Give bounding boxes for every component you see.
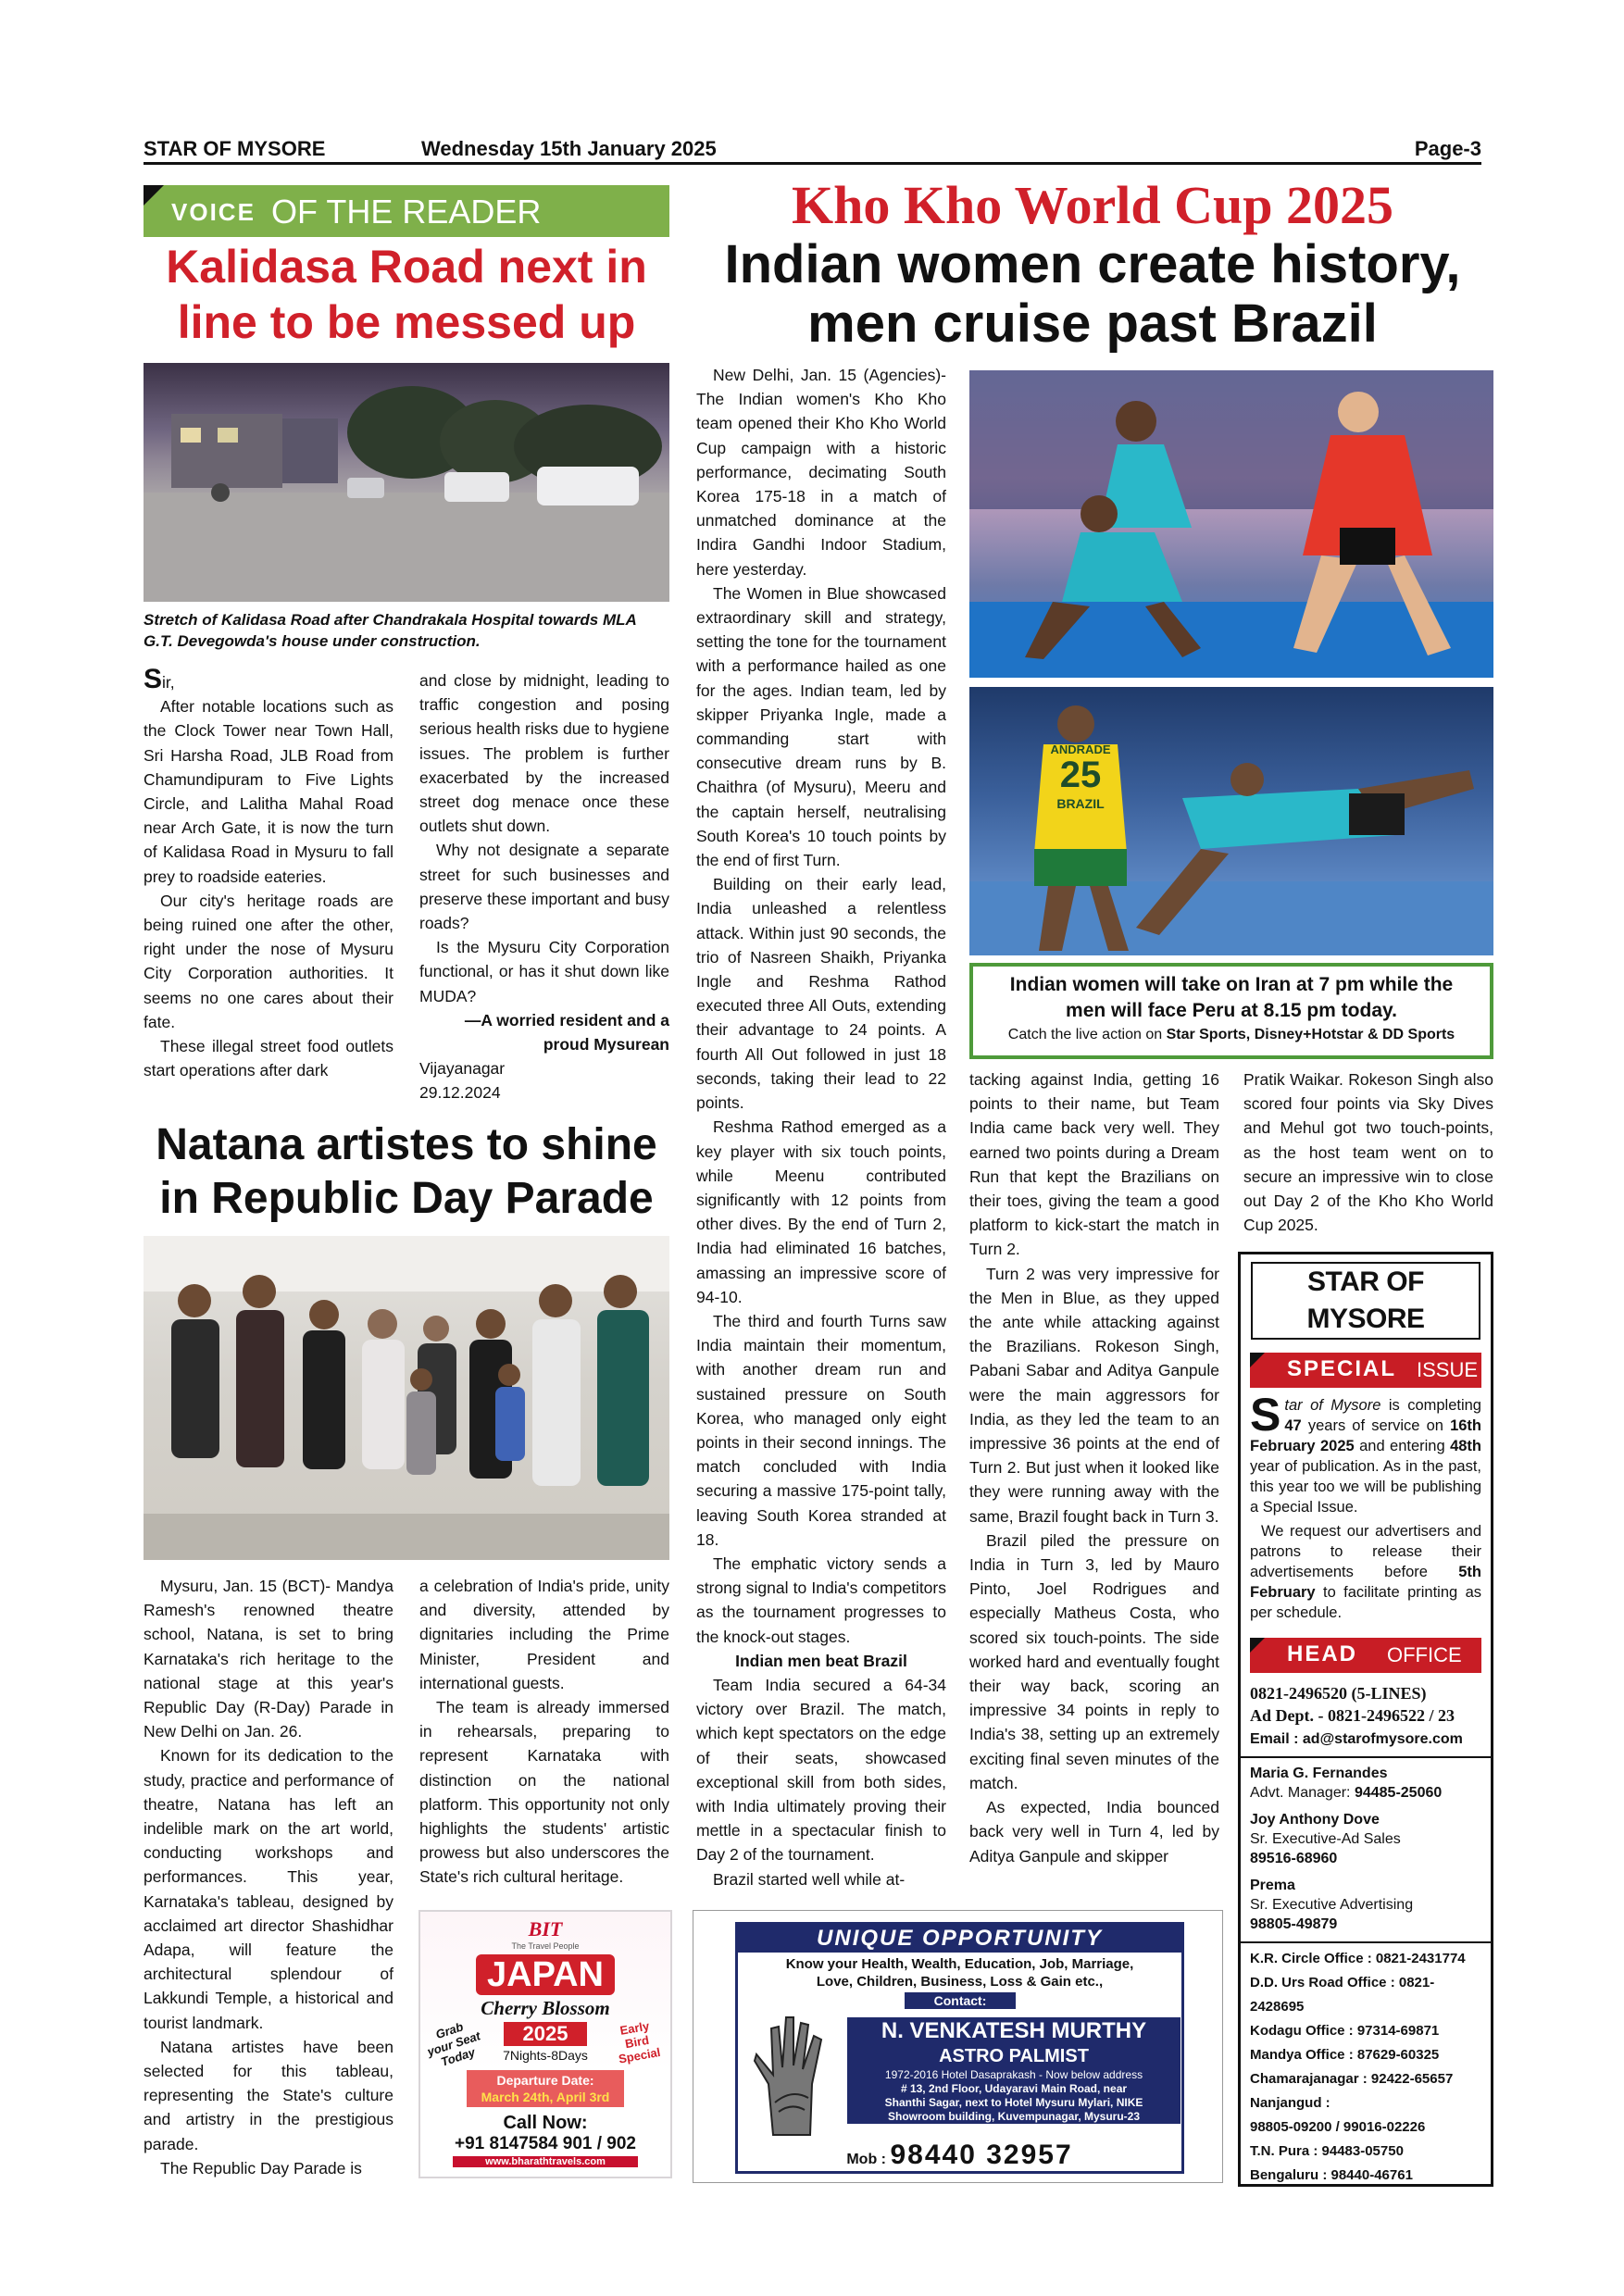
astro-mobile-number[interactable]: 98440 32957 bbox=[890, 2140, 1073, 2170]
kho-kho-paragraph: The emphatic victory sends a strong signal to India's competitors as the tournament progresses to the knock-out stages. bbox=[696, 1554, 946, 1646]
letter-signature-line2: proud Mysurean bbox=[543, 1035, 669, 1054]
som-p1a: tar of Mysore bbox=[1284, 1397, 1381, 1414]
natana-column-1 bbox=[144, 1574, 394, 2180]
men-kho-kho-photo bbox=[969, 687, 1493, 955]
office-item: 98805-09200 / 99016-02226 bbox=[1250, 2119, 1426, 2135]
astro-since: 1972-2016 Hotel Dasaprakash - Now below address bbox=[847, 2067, 1181, 2082]
contact-name: Maria G. Fernandes bbox=[1250, 1766, 1388, 1781]
kho-kho-paragraph: Pratik Waikar. Rokeson Singh also scored four points via Sky Dives and Mehul got two touch-points, as the host team went on to secure an impressive win to close out Day 2 of the Kho Kho World Cup 2025. bbox=[1243, 1070, 1493, 1235]
office-item: Mandya Office : 87629-60325 bbox=[1250, 2047, 1440, 2063]
grab-seat-text: Grab your Seat Today bbox=[425, 2019, 482, 2069]
office-item: Bengaluru : 98440-46761 bbox=[1250, 2167, 1413, 2183]
letter-paragraph: After notable locations such as the Clock Tower near Town Hall, Sri Harsha Road, JLB Road from Chamundipuram to Five Lights Circle, and Lalitha Mahal Road near Arch Gate, it is now the turn of Kalidasa Road in Mysuru to fall prey to roadside eateries. bbox=[144, 697, 394, 886]
letter-paragraph: and close by midnight, leading to traffic congestion and posing serious health risks due to hygiene issues. The problem is further exacerbated by the increased street dog menace once these outlets shut down. bbox=[419, 671, 669, 836]
letter-dropcap: S bbox=[144, 664, 163, 694]
bit-tagline: The Travel People bbox=[511, 1941, 580, 1951]
astro-palmist-ad bbox=[735, 1922, 1184, 2174]
contact-name: Prema bbox=[1250, 1878, 1295, 1893]
som-p2b: 5th February bbox=[1250, 1564, 1481, 1601]
contact-role: Sr. Executive-Ad Sales bbox=[1250, 1831, 1401, 1847]
paper-name: STAR OF MYSORE bbox=[144, 137, 326, 160]
schedule-line-2: men will face Peru at 8.15 pm today. bbox=[1066, 1000, 1397, 1021]
voice-tag-bold: VOICE bbox=[171, 198, 256, 226]
departure-box bbox=[467, 2070, 624, 2107]
astrologer-name: N. VENKATESH MURTHY bbox=[847, 2017, 1181, 2045]
contact-role: Sr. Executive Advertising bbox=[1250, 1897, 1414, 1913]
letter-signature-line1: —A worried resident and a bbox=[464, 1010, 669, 1029]
som-p1e: 16th February 2025 bbox=[1250, 1417, 1481, 1454]
kho-kho-kicker: Kho Kho World Cup 2025 bbox=[791, 175, 1393, 235]
road-scene-illustration bbox=[144, 363, 669, 602]
kho-kho-paragraph: Building on their early lead, India unleashed a relentless attack. Within just 90 seconds, the trio of Nasreen Shaikh, Priyanka Ingle and Reshma Rathod executed three All Outs, extending their advantage to 24 points. A fourth All Out followed in just 18 seconds, taking their lead to 22 points. bbox=[696, 875, 946, 1113]
kho-kho-column-3 bbox=[1243, 1067, 1493, 1237]
contact-phone[interactable]: 94485-25060 bbox=[1354, 1785, 1443, 1801]
letter-paragraph: Why not designate a separate street for such businesses and preserve these important and busy roads? bbox=[419, 841, 669, 933]
som-p2a: We request our advertisers and patrons to release their advertisements before bbox=[1250, 1523, 1481, 1580]
japan-ad-url[interactable]: www.bharathtravels.com bbox=[453, 2156, 638, 2167]
japan-year: 2025 bbox=[504, 2022, 587, 2046]
contact-phone[interactable]: 89516-68960 bbox=[1250, 1851, 1338, 1866]
office-item: Nanjangud : bbox=[1250, 2095, 1330, 2111]
japan-travel-ad[interactable] bbox=[418, 1910, 672, 2178]
women-players-illustration bbox=[969, 370, 1493, 678]
broadcast-prefix: Catch the live action on bbox=[1007, 1027, 1167, 1042]
contact-item bbox=[1250, 1764, 1481, 1803]
jersey-number: 25 bbox=[1059, 755, 1102, 795]
banner-corner bbox=[1250, 1638, 1265, 1653]
astro-mobile-line bbox=[738, 2140, 1181, 2171]
contact-list bbox=[1250, 1764, 1481, 1934]
office-item: D.D. Urs Road Office : 0821-2428695 bbox=[1250, 1975, 1435, 2015]
tag-corner bbox=[144, 185, 164, 206]
office-item: Chamarajanagar : 92422-65657 bbox=[1250, 2071, 1454, 2087]
voice-of-reader-tag bbox=[144, 185, 669, 237]
contact-name: Joy Anthony Dove bbox=[1250, 1812, 1380, 1828]
astrologer-title: ASTRO PALMIST bbox=[847, 2045, 1181, 2067]
box-divider bbox=[1241, 1756, 1491, 1758]
som-logo: STAR OF MYSORE bbox=[1251, 1262, 1480, 1340]
letter-place: Vijayanagar bbox=[419, 1059, 506, 1079]
som-p1g: 48th bbox=[1450, 1438, 1481, 1454]
kho-kho-paragraph: tacking against India, getting 16 points to their name, but Team India came back very well. They earned two points during a Dream Run that kept the Brazilians on their toes, giving the team a good platform to kick-start the match in Turn 2. bbox=[969, 1070, 1219, 1259]
ad-email[interactable]: Email : ad@starofmysore.com bbox=[1250, 1731, 1463, 1747]
natana-paragraph: Known for its dedication to the study, practice and performance of theatre, Natana has left an indelible mark on the art world, conducting workshops and performances. This year, Karnataka's tableau, designed by acclaimed art director Shashidhar Adapa, will feature the architectural splendour of Lakkundi Temple, a historical and tourist landmark. bbox=[144, 1746, 394, 2032]
schedule-line-1: Indian women will take on Iran at 7 pm while the bbox=[1009, 974, 1454, 995]
special-issue-banner bbox=[1250, 1353, 1481, 1388]
natana-column-2 bbox=[419, 1574, 669, 1890]
page-number: Page-3 bbox=[1414, 137, 1481, 160]
letter-salutation-text: ir, bbox=[162, 673, 175, 692]
call-now-label: Call Now: bbox=[503, 2113, 588, 2133]
natana-paragraph: Mysuru, Jan. 15 (BCT)- Mandya Ramesh's renowned theatre school, Natana, is set to bring Karnataka's rich heritage to the national stage at this year's Republic Day (R-Day) Parade in New Delhi on Jan. 26. bbox=[144, 1577, 394, 1741]
contact-role-line bbox=[1250, 1783, 1481, 1803]
issue-date: Wednesday 15th January 2025 bbox=[421, 137, 717, 160]
bit-logo: BIT bbox=[528, 1917, 563, 1940]
letter-paragraph: Our city's heritage roads are being ruined one after the other, right under the nose of Mysuru City Corporation authorities. It seems no one cares about their fate. bbox=[144, 891, 394, 1031]
contact-item bbox=[1250, 1810, 1481, 1868]
masthead-rule bbox=[144, 162, 1481, 165]
branch-office-list bbox=[1250, 1947, 1481, 2188]
cherry-blossom-subtitle: Cherry Blossom bbox=[481, 1997, 610, 2019]
som-p1h: year of publication. As in the past, this year too we will be publishing a Special Issue. bbox=[1250, 1458, 1481, 1516]
natana-headline-line1: Natana artistes to shine bbox=[156, 1120, 657, 1169]
voice-tag-rest: OF THE READER bbox=[271, 193, 542, 231]
special-issue-paragraph-2 bbox=[1250, 1521, 1481, 1623]
kho-kho-column-1 bbox=[696, 363, 946, 1891]
astro-address-1: # 13, 2nd Floor, Udayaravi Main Road, near bbox=[847, 2082, 1181, 2096]
trip-duration: 7Nights-8Days bbox=[503, 2048, 588, 2063]
som-p1d: years of service on bbox=[1301, 1417, 1451, 1434]
kalidasa-headline bbox=[139, 239, 674, 350]
head-office-phone[interactable]: 0821-2496520 (5-LINES) bbox=[1250, 1684, 1427, 1703]
natana-paragraph: Natana artistes have been selected for this tableau, representing the State's culture and artistry in the prestigious parade. bbox=[144, 2037, 394, 2153]
letter-date: 29.12.2024 bbox=[419, 1083, 501, 1103]
letter-column-2 bbox=[419, 668, 669, 1105]
kho-kho-column-2 bbox=[969, 1067, 1219, 1868]
natana-paragraph: a celebration of India's pride, unity and diversity, attended by dignitaries including the Prime Minister, President and international guests. bbox=[419, 1577, 669, 1692]
unique-opportunity-banner: UNIQUE OPPORTUNITY bbox=[738, 1925, 1181, 1953]
box-divider bbox=[1241, 1941, 1491, 1943]
office-item: T.N. Pura : 94483-05750 bbox=[1250, 2143, 1404, 2159]
jersey-country: BRAZIL bbox=[1056, 796, 1105, 811]
astro-palmist-ad-frame[interactable] bbox=[693, 1910, 1223, 2183]
natana-paragraph: The team is already immersed in rehearsals, preparing to represent Karnataka with distinction on the national platform. This opportunity not only highlights the students' artistic prowess but also underscores the State's rich cultural heritage. bbox=[419, 1698, 669, 1887]
som-p2c: to facilitate printing as per schedule. bbox=[1250, 1584, 1481, 1621]
mob-label: Mob : bbox=[846, 2152, 886, 2167]
special-issue-text bbox=[1250, 1389, 1481, 1623]
office-item: Kodagu Office : 97314-69871 bbox=[1250, 2023, 1440, 2039]
contact-item bbox=[1250, 1876, 1481, 1934]
letter-salutation bbox=[144, 664, 394, 694]
banner-corner bbox=[1250, 1353, 1265, 1367]
departure-label: Departure Date: bbox=[496, 2073, 594, 2088]
astro-contact-label: Contact: bbox=[905, 1992, 1016, 2009]
som-p1c: 47 bbox=[1284, 1417, 1302, 1434]
special-bold: SPECIAL bbox=[1287, 1356, 1397, 1381]
kho-kho-headline-line2: men cruise past Brazil bbox=[807, 293, 1378, 354]
japan-ad-phone[interactable]: +91 8147584 901 / 902 bbox=[455, 2134, 636, 2153]
kho-kho-paragraph: New Delhi, Jan. 15 (Agencies)- The Indian women's Kho Kho team opened their Kho Kho World Cup campaign with a historic performance, decimating South Korea 175-18 in a match of unmatched dominance at the Indira Gandhi Indoor Stadium, here yesterday. bbox=[696, 366, 946, 579]
astro-address-3: Showroom building, Kuvempunagar, Mysuru-23 bbox=[847, 2110, 1181, 2124]
letter-paragraph: Is the Mysuru City Corporation functional, or has it shut down like MUDA? bbox=[419, 938, 669, 1005]
kalidasa-road-photo bbox=[144, 363, 669, 602]
group-people-illustration bbox=[144, 1236, 669, 1560]
astro-know-line1: Know your Health, Wealth, Education, Job, Marriage, bbox=[785, 1956, 1134, 1972]
astro-know-line2: Love, Children, Business, Loss & Gain etc., bbox=[816, 1974, 1104, 1990]
special-issue-paragraph-1 bbox=[1250, 1389, 1481, 1517]
kalidasa-headline-line1: Kalidasa Road next in bbox=[166, 241, 647, 293]
kho-kho-paragraph: The third and fourth Turns saw India maintain their momentum, with another dream run and sustained pressure on South Korea, who managed only eight points in their second innings. The match concluded with India securing a massive 175-point tally, leaving South Korea stranded at 18. bbox=[696, 1311, 946, 1549]
natana-group-photo bbox=[144, 1236, 669, 1560]
astro-details bbox=[847, 2017, 1181, 2124]
early-bird-badge: Early Bird Special bbox=[617, 2018, 662, 2066]
contact-role: Advt. Manager: bbox=[1250, 1785, 1355, 1801]
head-rest: OFFICE bbox=[1387, 1643, 1462, 1666]
head-office-banner bbox=[1250, 1638, 1481, 1673]
office-item: K.R. Circle Office : 0821-2431774 bbox=[1250, 1951, 1466, 1966]
kalidasa-headline-line2: line to be messed up bbox=[177, 296, 636, 348]
som-p1b: is completing bbox=[1380, 1397, 1481, 1414]
broadcast-channels: Star Sports, Disney+Hotstar & DD Sports bbox=[1166, 1027, 1455, 1042]
japan-title: JAPAN bbox=[476, 1954, 615, 1995]
kho-kho-paragraph: Brazil piled the pressure on India in Turn 3, led by Mauro Pinto, Joel Rodrigues and especially Matheus Costa, who scored six touch-points. The side worked hard and eventually fought their way back, scoring an impressive 34 points in reply to India's 38, setting up an extremely exciting final seven minutes of the match. bbox=[969, 1530, 1219, 1792]
star-of-mysore-box bbox=[1238, 1252, 1493, 2187]
special-rest: ISSUE bbox=[1417, 1358, 1479, 1381]
kho-kho-paragraph: Reshma Rathod emerged as a key player with six touch points, while Meenu contributed significantly with 12 points from other dives. By the end of Turn 2, India had eliminated 16 batches, amassing an impressive score of 94-10. bbox=[696, 1117, 946, 1306]
natana-paragraph: The Republic Day Parade is bbox=[160, 2158, 362, 2177]
letter-column-1 bbox=[144, 664, 394, 1082]
kho-kho-paragraph: As expected, India bounced back very well in Turn 4, led by Aditya Ganpule and skipper bbox=[969, 1798, 1219, 1866]
kho-kho-paragraph: The Women in Blue showcased extraordinary skill and strategy, setting the tone for the tournament with a performance hailed as one for the ages. Indian team, led by skipper Priyanka Ingle, made a commanding start with consecutive dream runs by B. Chaithra (of Mysuru), Meeru and the captain herself, neutralising South Korea's 10 touch points by the end of first Turn. bbox=[696, 583, 946, 870]
kalidasa-photo-caption: Stretch of Kalidasa Road after Chandrakala Hospital towards MLA G.T. Devegowda's house under construction. bbox=[144, 611, 637, 650]
schedule-info-box bbox=[969, 963, 1493, 1059]
men-beat-brazil-subhead: Indian men beat Brazil bbox=[735, 1651, 907, 1670]
head-bold: HEAD bbox=[1287, 1641, 1358, 1666]
som-dropcap: S bbox=[1250, 1389, 1281, 1441]
astro-address-2: Shanthi Sagar, next to Hotel Mysuru Mylari, NIKE bbox=[847, 2096, 1181, 2110]
kho-kho-paragraph: Turn 2 was very impressive for the Men in Blue, as they upped the ante while attacking against the Brazilians. Rokeson Singh, Pabani Sabar and Aditya Ganpule were the main aggressors for India, as they led the team to an impressive 36 points at the end of Turn 2. But just when it looked like they were running away with the same, Brazil fought back in Turn 3. bbox=[969, 1264, 1219, 1526]
kho-kho-paragraph: Brazil started well while at- bbox=[713, 1869, 906, 1889]
kho-kho-headline-line1: Indian women create history, bbox=[724, 234, 1461, 294]
jersey-name: ANDRADE bbox=[1050, 742, 1111, 756]
palm-icon bbox=[745, 2010, 838, 2140]
letter-paragraph: These illegal street food outlets start operations after dark bbox=[144, 1037, 394, 1080]
broadcast-line bbox=[973, 1024, 1490, 1046]
departure-dates: March 24th, April 3rd bbox=[481, 2090, 610, 2104]
ad-dept-phone[interactable]: Ad Dept. - 0821-2496522 / 23 bbox=[1250, 1706, 1455, 1725]
women-kho-kho-photo bbox=[969, 370, 1493, 678]
kho-kho-headline bbox=[690, 235, 1495, 354]
som-p1f: and entering bbox=[1354, 1438, 1451, 1454]
contact-phone[interactable]: 98805-49879 bbox=[1250, 1916, 1338, 1932]
natana-headline bbox=[139, 1118, 674, 1226]
men-players-illustration bbox=[969, 687, 1493, 955]
kho-kho-paragraph: Team India secured a 64-34 victory over Brazil. The match, which kept spectators on the edge of their seats, showcased exceptional skill from both sides, with India ultimately proving their mettle in a spectacular finish to Day 2 of the tournament. bbox=[696, 1675, 946, 1865]
natana-headline-line2: in Republic Day Parade bbox=[159, 1174, 654, 1223]
